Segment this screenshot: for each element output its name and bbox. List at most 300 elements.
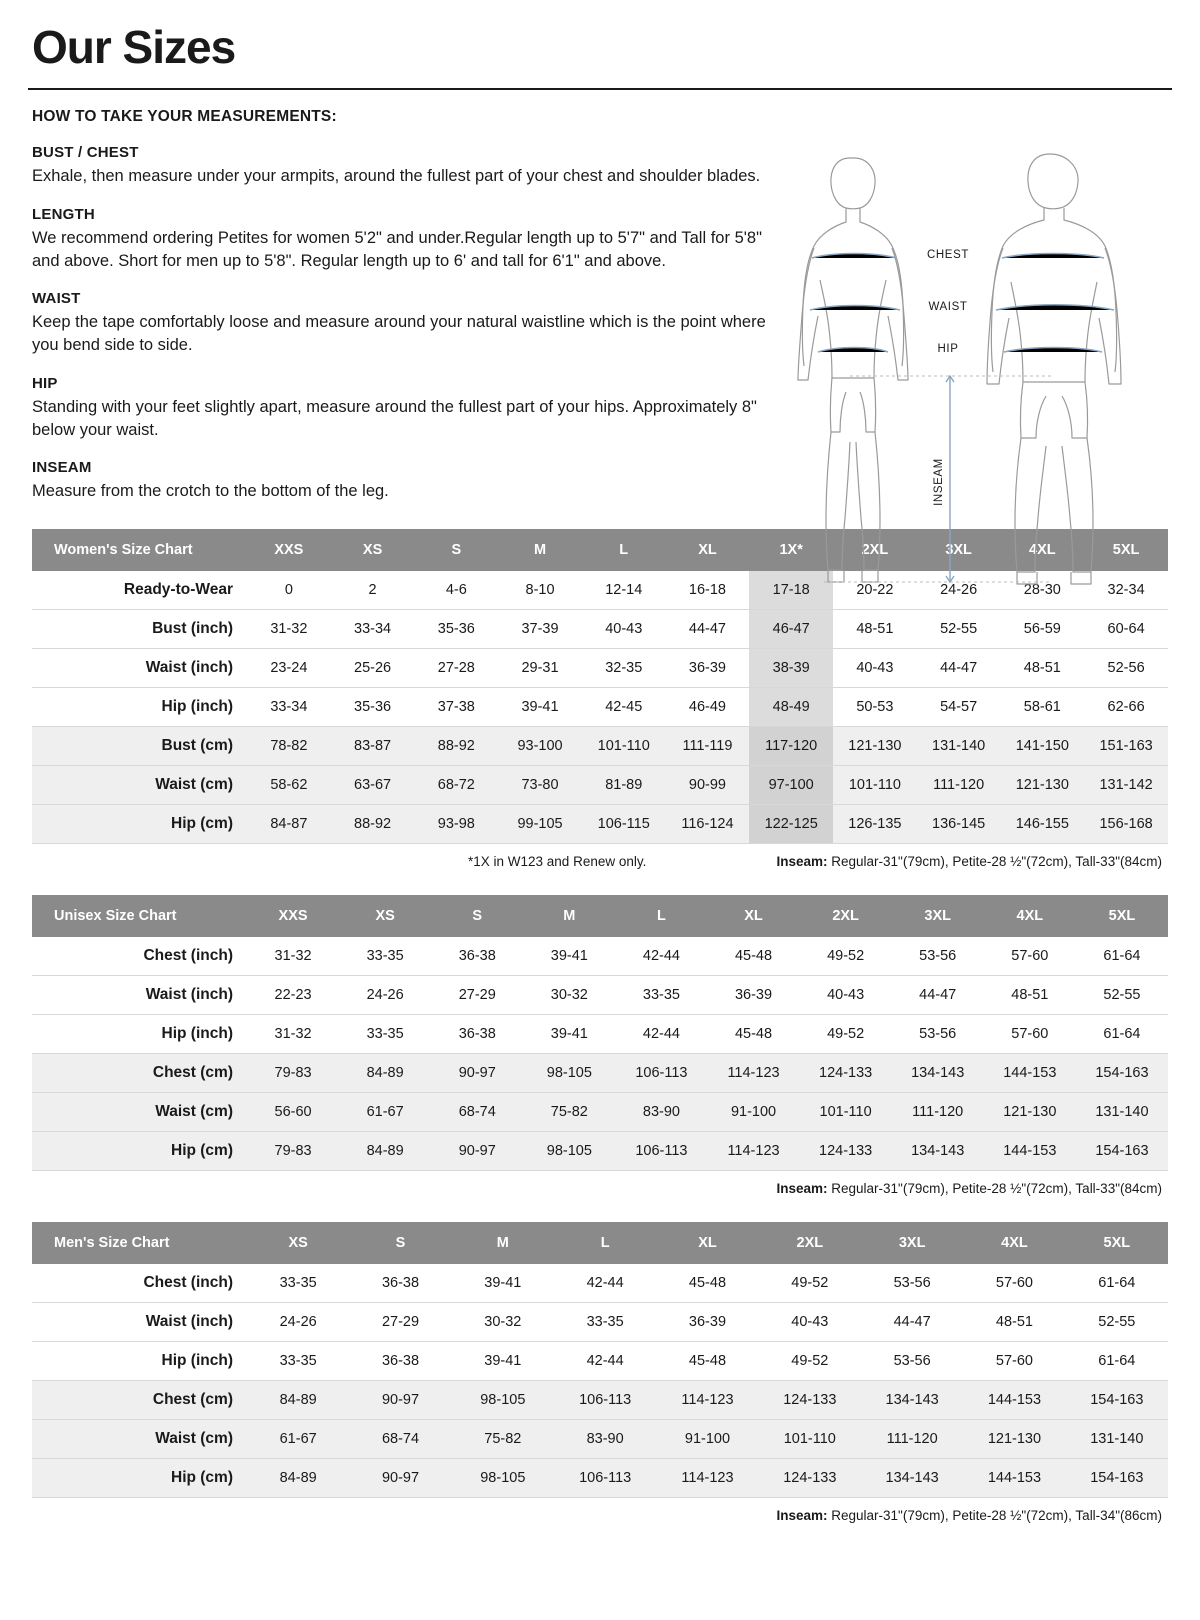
cell: 44-47: [666, 610, 750, 649]
cell: 117-120: [749, 727, 833, 766]
figure-label-inseam: INSEAM: [933, 458, 945, 506]
cell: 141-150: [1000, 727, 1084, 766]
section-label-bust-chest: BUST / CHEST: [32, 144, 139, 161]
cell: 52-55: [1076, 976, 1168, 1015]
cell: 36-38: [431, 1015, 523, 1054]
cell: 121-130: [833, 727, 917, 766]
col-header: XS: [331, 529, 415, 571]
cell: 154-163: [1066, 1459, 1168, 1498]
table-row: [32, 727, 1168, 766]
cell: 79-83: [247, 1054, 339, 1093]
cell: 33-35: [554, 1303, 656, 1342]
cell: 48-51: [833, 610, 917, 649]
col-header: 1X*: [749, 529, 833, 571]
table-row: [32, 1015, 1168, 1054]
cell: 49-52: [759, 1264, 861, 1303]
cell: 154-163: [1066, 1381, 1168, 1420]
cell: 61-64: [1066, 1342, 1168, 1381]
cell: 30-32: [452, 1303, 554, 1342]
cell: 99-105: [498, 805, 582, 844]
cell: 68-74: [431, 1093, 523, 1132]
table-row: [32, 976, 1168, 1015]
figure-label-waist: WAIST: [928, 301, 968, 313]
section-text-hip: Standing with your feet slightly apart, measure around the fullest part of your hips. Approximately 8" below your waist.: [32, 397, 757, 439]
cell: 61-67: [339, 1093, 431, 1132]
cell: 24-26: [247, 1303, 349, 1342]
col-header: 2XL: [833, 529, 917, 571]
cell: 84-87: [247, 805, 331, 844]
mens-size-chart-table: [32, 1222, 1168, 1498]
cell: 63-67: [331, 766, 415, 805]
col-header: L: [582, 529, 666, 571]
size-guide-page: [0, 20, 1200, 1620]
cell: 131-142: [1084, 766, 1168, 805]
cell: 121-130: [984, 1093, 1076, 1132]
table-header-row: [32, 895, 1168, 937]
col-header: S: [414, 529, 498, 571]
cell: 111-120: [861, 1420, 963, 1459]
row-label: Waist (cm): [32, 766, 247, 805]
cell: 58-61: [1000, 688, 1084, 727]
cell: 75-82: [452, 1420, 554, 1459]
cell: 98-105: [452, 1459, 554, 1498]
cell: 151-163: [1084, 727, 1168, 766]
cell: 48-49: [749, 688, 833, 727]
womens-inseam-note: [776, 854, 1162, 869]
cell: 106-115: [582, 805, 666, 844]
cell: 33-34: [331, 610, 415, 649]
row-label: Bust (cm): [32, 727, 247, 766]
cell: 156-168: [1084, 805, 1168, 844]
cell: 90-97: [349, 1381, 451, 1420]
row-label: Waist (inch): [32, 976, 247, 1015]
section-label-inseam: INSEAM: [32, 459, 92, 477]
cell: 52-55: [1066, 1303, 1168, 1342]
cell: 52-56: [1084, 649, 1168, 688]
cell: 16-18: [666, 571, 750, 610]
table-row: [32, 1132, 1168, 1171]
table-row: [32, 1264, 1168, 1303]
cell: 49-52: [800, 937, 892, 976]
row-label: Chest (cm): [32, 1054, 247, 1093]
cell: 61-64: [1076, 1015, 1168, 1054]
cell: 35-36: [331, 688, 415, 727]
cell: 48-51: [984, 976, 1076, 1015]
cell: 98-105: [523, 1132, 615, 1171]
cell: 29-31: [498, 649, 582, 688]
col-header: 4XL: [963, 1222, 1065, 1264]
col-header: S: [431, 895, 523, 937]
cell: 35-36: [414, 610, 498, 649]
cell: 53-56: [892, 937, 984, 976]
col-header: XXS: [247, 529, 331, 571]
cell: 17-18: [749, 571, 833, 610]
cell: 23-24: [247, 649, 331, 688]
cell: 36-39: [666, 649, 750, 688]
cell: 36-39: [656, 1303, 758, 1342]
col-header: 3XL: [917, 529, 1001, 571]
cell: 38-39: [749, 649, 833, 688]
row-label: Hip (inch): [32, 1015, 247, 1054]
cell: 40-43: [582, 610, 666, 649]
row-label: Ready-to-Wear: [32, 571, 247, 610]
figure-label-chest: CHEST: [927, 249, 969, 261]
inseam-note-text: Regular-31"(79cm), Petite-28 ½"(72cm), Tall-33"(84cm): [831, 854, 1162, 870]
cell: 57-60: [963, 1342, 1065, 1381]
cell: 121-130: [1000, 766, 1084, 805]
mens-chart-title: Men's Size Chart: [32, 1222, 247, 1264]
cell: 98-105: [452, 1381, 554, 1420]
cell: 32-34: [1084, 571, 1168, 610]
cell: 32-35: [582, 649, 666, 688]
cell: 42-44: [615, 1015, 707, 1054]
cell: 42-44: [554, 1342, 656, 1381]
cell: 111-120: [892, 1093, 984, 1132]
col-header: 3XL: [892, 895, 984, 937]
col-header: 2XL: [800, 895, 892, 937]
cell: 39-41: [452, 1264, 554, 1303]
unisex-inseam-note: [32, 1171, 1168, 1196]
col-header: 4XL: [984, 895, 1076, 937]
cell: 58-62: [247, 766, 331, 805]
cell: 84-89: [339, 1132, 431, 1171]
cell: 90-99: [666, 766, 750, 805]
womens-chart-title: Women's Size Chart: [32, 529, 247, 571]
table-row: [32, 766, 1168, 805]
row-label: Chest (cm): [32, 1381, 247, 1420]
cell: 93-98: [414, 805, 498, 844]
cell: 0: [247, 571, 331, 610]
cell: 31-32: [247, 1015, 339, 1054]
cell: 78-82: [247, 727, 331, 766]
cell: 33-35: [339, 937, 431, 976]
cell: 106-113: [554, 1459, 656, 1498]
cell: 53-56: [861, 1264, 963, 1303]
inseam-note-label: Inseam:: [776, 854, 828, 870]
cell: 39-41: [452, 1342, 554, 1381]
cell: 134-143: [861, 1459, 963, 1498]
cell: 111-120: [917, 766, 1001, 805]
cell: 124-133: [759, 1381, 861, 1420]
cell: 124-133: [800, 1132, 892, 1171]
col-header: M: [523, 895, 615, 937]
col-header: M: [452, 1222, 554, 1264]
section-label-length: LENGTH: [32, 205, 95, 223]
cell: 126-135: [833, 805, 917, 844]
cell: 97-100: [749, 766, 833, 805]
row-label: Hip (cm): [32, 805, 247, 844]
cell: 60-64: [1084, 610, 1168, 649]
cell: 61-64: [1076, 937, 1168, 976]
section-label-hip: HIP: [32, 374, 58, 392]
cell: 136-145: [917, 805, 1001, 844]
table-row: [32, 937, 1168, 976]
col-header: XS: [339, 895, 431, 937]
cell: 24-26: [917, 571, 1001, 610]
cell: 31-32: [247, 610, 331, 649]
cell: 134-143: [861, 1381, 963, 1420]
cell: 101-110: [759, 1420, 861, 1459]
cell: 44-47: [861, 1303, 963, 1342]
cell: 24-26: [339, 976, 431, 1015]
col-header: S: [349, 1222, 451, 1264]
cell: 30-32: [523, 976, 615, 1015]
cell: 28-30: [1000, 571, 1084, 610]
cell: 98-105: [523, 1054, 615, 1093]
title-divider: [28, 88, 1172, 90]
cell: 45-48: [707, 937, 799, 976]
col-header: XL: [656, 1222, 758, 1264]
cell: 106-113: [554, 1381, 656, 1420]
cell: 44-47: [892, 976, 984, 1015]
cell: 131-140: [917, 727, 1001, 766]
cell: 53-56: [861, 1342, 963, 1381]
cell: 56-59: [1000, 610, 1084, 649]
cell: 144-153: [984, 1054, 1076, 1093]
cell: 124-133: [759, 1459, 861, 1498]
table-row: [32, 649, 1168, 688]
table-row: [32, 1303, 1168, 1342]
cell: 84-89: [247, 1381, 349, 1420]
cell: 131-140: [1076, 1093, 1168, 1132]
cell: 49-52: [800, 1015, 892, 1054]
cell: 111-119: [666, 727, 750, 766]
cell: 33-35: [339, 1015, 431, 1054]
row-label: Waist (inch): [32, 1303, 247, 1342]
section-text-length: We recommend ordering Petites for women 5'2" and under.Regular length up to 5'7" and Tall for 5'8" and above. Short for men up to 5'8". Regular length up to 6' and tall for 6'1" and above.: [32, 228, 762, 270]
cell: 144-153: [984, 1132, 1076, 1171]
cell: 53-56: [892, 1015, 984, 1054]
inseam-note-label: Inseam:: [776, 1181, 828, 1197]
row-label: Chest (inch): [32, 1264, 247, 1303]
cell: 144-153: [963, 1381, 1065, 1420]
cell: 20-22: [833, 571, 917, 610]
row-label: Bust (inch): [32, 610, 247, 649]
cell: 62-66: [1084, 688, 1168, 727]
cell: 57-60: [963, 1264, 1065, 1303]
cell: 83-90: [615, 1093, 707, 1132]
inseam-arrow: [946, 376, 954, 582]
row-label: Waist (cm): [32, 1093, 247, 1132]
cell: 2: [331, 571, 415, 610]
row-label: Hip (cm): [32, 1459, 247, 1498]
mens-size-chart-section: [28, 1222, 1172, 1523]
cell: 46-47: [749, 610, 833, 649]
inseam-note-text: Regular-31"(79cm), Petite-28 ½"(72cm), Tall-33"(84cm): [831, 1181, 1162, 1197]
row-label: Waist (cm): [32, 1420, 247, 1459]
unisex-size-chart-table: [32, 895, 1168, 1171]
cell: 101-110: [833, 766, 917, 805]
cell: 4-6: [414, 571, 498, 610]
table-row: [32, 1342, 1168, 1381]
cell: 37-38: [414, 688, 498, 727]
cell: 75-82: [523, 1093, 615, 1132]
cell: 144-153: [963, 1459, 1065, 1498]
table-row: [32, 688, 1168, 727]
cell: 42-45: [582, 688, 666, 727]
table-row: [32, 1420, 1168, 1459]
unisex-chart-title: Unisex Size Chart: [32, 895, 247, 937]
table-row: [32, 1054, 1168, 1093]
cell: 90-97: [431, 1054, 523, 1093]
cell: 48-51: [1000, 649, 1084, 688]
cell: 33-34: [247, 688, 331, 727]
row-label: Hip (cm): [32, 1132, 247, 1171]
cell: 90-97: [349, 1459, 451, 1498]
womens-footnote: *1X in W123 and Renew only.: [468, 854, 647, 870]
unisex-size-chart-section: [28, 895, 1172, 1196]
cell: 27-29: [431, 976, 523, 1015]
col-header: XXS: [247, 895, 339, 937]
cell: 81-89: [582, 766, 666, 805]
cell: 36-39: [707, 976, 799, 1015]
cell: 68-74: [349, 1420, 451, 1459]
cell: 45-48: [656, 1264, 758, 1303]
row-label: Waist (inch): [32, 649, 247, 688]
page-title: Our Sizes: [32, 21, 236, 73]
cell: 40-43: [800, 976, 892, 1015]
cell: 114-123: [707, 1132, 799, 1171]
col-header: XS: [247, 1222, 349, 1264]
cell: 40-43: [759, 1303, 861, 1342]
cell: 114-123: [656, 1381, 758, 1420]
cell: 52-55: [917, 610, 1001, 649]
cell: 134-143: [892, 1054, 984, 1093]
table-row: [32, 1093, 1168, 1132]
col-header: 2XL: [759, 1222, 861, 1264]
section-text-waist: Keep the tape comfortably loose and measure around your natural waistline which is the point where you bend side to side.: [32, 313, 766, 355]
cell: 154-163: [1076, 1132, 1168, 1171]
cell: 44-47: [917, 649, 1001, 688]
figure-label-hip: HIP: [937, 343, 959, 355]
section-text-inseam: Measure from the crotch to the bottom of the leg.: [32, 482, 389, 501]
cell: 37-39: [498, 610, 582, 649]
cell: 84-89: [247, 1459, 349, 1498]
cell: 39-41: [498, 688, 582, 727]
cell: 88-92: [414, 727, 498, 766]
male-figure-outline: [987, 154, 1121, 584]
cell: 50-53: [833, 688, 917, 727]
cell: 61-64: [1066, 1264, 1168, 1303]
cell: 68-72: [414, 766, 498, 805]
cell: 57-60: [984, 937, 1076, 976]
cell: 79-83: [247, 1132, 339, 1171]
cell: 27-29: [349, 1303, 451, 1342]
cell: 91-100: [707, 1093, 799, 1132]
cell: 36-38: [349, 1342, 451, 1381]
cell: 39-41: [523, 937, 615, 976]
cell: 33-35: [247, 1264, 349, 1303]
cell: 73-80: [498, 766, 582, 805]
col-header: 5XL: [1084, 529, 1168, 571]
cell: 49-52: [759, 1342, 861, 1381]
cell: 88-92: [331, 805, 415, 844]
cell: 56-60: [247, 1093, 339, 1132]
col-header: 3XL: [861, 1222, 963, 1264]
cell: 54-57: [917, 688, 1001, 727]
cell: 8-10: [498, 571, 582, 610]
col-header: L: [554, 1222, 656, 1264]
row-label: Hip (inch): [32, 1342, 247, 1381]
row-label: Hip (inch): [32, 688, 247, 727]
col-header: 5XL: [1066, 1222, 1168, 1264]
cell: 42-44: [615, 937, 707, 976]
cell: 12-14: [582, 571, 666, 610]
table-header-row: [32, 1222, 1168, 1264]
cell: 33-35: [247, 1342, 349, 1381]
mens-inseam-note: [32, 1498, 1168, 1523]
cell: 48-51: [963, 1303, 1065, 1342]
cell: 33-35: [615, 976, 707, 1015]
table-row: [32, 610, 1168, 649]
cell: 27-28: [414, 649, 498, 688]
table-row: [32, 805, 1168, 844]
cell: 146-155: [1000, 805, 1084, 844]
instructions-heading: HOW TO TAKE YOUR MEASUREMENTS:: [32, 108, 337, 125]
cell: 42-44: [554, 1264, 656, 1303]
col-header: L: [615, 895, 707, 937]
cell: 45-48: [707, 1015, 799, 1054]
body-measurement-figures: [790, 130, 1180, 600]
cell: 134-143: [892, 1132, 984, 1171]
womens-chart-notes: [32, 844, 1168, 869]
inseam-note-label: Inseam:: [776, 1508, 828, 1524]
section-text-bust-chest: Exhale, then measure under your armpits, around the fullest part of your chest and shoulder blades.: [32, 167, 761, 185]
cell: 84-89: [339, 1054, 431, 1093]
cell: 91-100: [656, 1420, 758, 1459]
table-row: [32, 1459, 1168, 1498]
cell: 40-43: [833, 649, 917, 688]
cell: 114-123: [707, 1054, 799, 1093]
table-row: [32, 1381, 1168, 1420]
col-header: XL: [666, 529, 750, 571]
female-figure-outline: [798, 158, 908, 582]
cell: 154-163: [1076, 1054, 1168, 1093]
cell: 39-41: [523, 1015, 615, 1054]
section-label-waist: WAIST: [32, 290, 81, 308]
cell: 116-124: [666, 805, 750, 844]
col-header: XL: [707, 895, 799, 937]
cell: 106-113: [615, 1132, 707, 1171]
cell: 121-130: [963, 1420, 1065, 1459]
cell: 101-110: [800, 1093, 892, 1132]
cell: 101-110: [582, 727, 666, 766]
col-header: 4XL: [1000, 529, 1084, 571]
row-label: Chest (inch): [32, 937, 247, 976]
col-header: M: [498, 529, 582, 571]
cell: 90-97: [431, 1132, 523, 1171]
cell: 83-87: [331, 727, 415, 766]
cell: 31-32: [247, 937, 339, 976]
cell: 22-23: [247, 976, 339, 1015]
measurement-instructions: [28, 108, 768, 503]
cell: 25-26: [331, 649, 415, 688]
cell: 131-140: [1066, 1420, 1168, 1459]
inseam-note-text: Regular-31"(79cm), Petite-28 ½"(72cm), Tall-34"(86cm): [831, 1508, 1162, 1524]
cell: 46-49: [666, 688, 750, 727]
cell: 45-48: [656, 1342, 758, 1381]
cell: 106-113: [615, 1054, 707, 1093]
cell: 36-38: [349, 1264, 451, 1303]
cell: 57-60: [984, 1015, 1076, 1054]
cell: 93-100: [498, 727, 582, 766]
col-header: 5XL: [1076, 895, 1168, 937]
cell: 61-67: [247, 1420, 349, 1459]
cell: 124-133: [800, 1054, 892, 1093]
cell: 114-123: [656, 1459, 758, 1498]
cell: 36-38: [431, 937, 523, 976]
cell: 122-125: [749, 805, 833, 844]
